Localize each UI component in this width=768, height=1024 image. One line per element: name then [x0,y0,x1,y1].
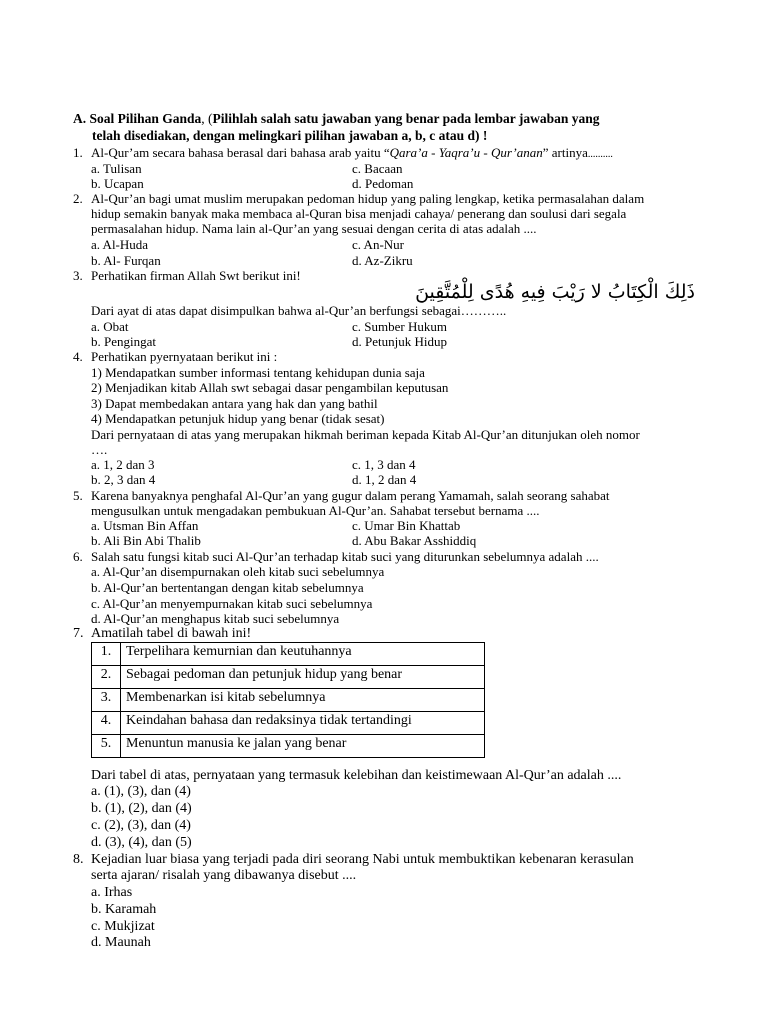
table-cell-text: Keindahan bahasa dan redaksinya tidak tertandingi [121,712,485,735]
q1-text [91,145,613,162]
q2-option-d[interactable]: d. Az-Zikru [352,253,413,268]
table-cell-number: 1. [92,643,121,666]
q2-line-1: Al-Qur’an bagi umat muslim merupakan pedoman hidup yang paling lengkap, ketika permasalahan dalam [91,191,645,206]
q7-option-d[interactable]: d. (3), (4), dan (5) [91,835,192,850]
q3-option-d[interactable]: d. Petunjuk Hidup [352,334,447,349]
q6-option-d[interactable]: d. Al-Qur’an menghapus kitab suci sebelumnya [91,611,340,626]
q3-option-a[interactable]: a. Obat [91,319,129,334]
q4-number: 4. [73,349,83,364]
q2-option-a[interactable]: a. Al-Huda [91,237,149,252]
q1-number: 1. [73,145,83,160]
q7-option-b[interactable]: b. (1), (2), dan (4) [91,801,192,816]
q6-option-b[interactable]: b. Al-Qur’an bertentangan dengan kitab sebelumnya [91,580,364,595]
q4-question-2: …. [91,442,108,457]
q7-option-a[interactable]: a. (1), (3), dan (4) [91,784,191,799]
table-row [92,643,485,666]
q2-option-b[interactable]: b. Al- Furqan [91,253,161,268]
table-cell-number: 3. [92,689,121,712]
q4-statement-4: 4) Mendapatkan petunjuk hidup yang benar (tidak sesat) [91,411,385,426]
q2-line-3: permasalahan hidup. Nama lain al-Qur’an yang sesuai dengan cerita di atas adalah .... [91,221,537,236]
table-row [92,689,485,712]
section-label: A. [73,111,87,126]
q6-option-c[interactable]: c. Al-Qur’an menyempurnakan kitab suci sebelumnya [91,596,373,611]
q2-line-2: hidup semakin banyak maka membaca al-Quran bisa menjadi cahaya/ penerang dan soulusi dari segala [91,206,627,221]
section-instruction-1: Pilihlah salah satu jawaban yang benar pada lembar jawaban yang [212,111,600,126]
table-row [92,735,485,758]
section-title: Soal Pilihan Ganda [89,111,202,126]
q5-number: 5. [73,488,83,503]
table-cell-text: Membenarkan isi kitab sebelumnya [121,689,485,712]
q4-statement-2: 2) Menjadikan kitab Allah swt sebagai dasar pengambilan keputusan [91,380,449,395]
section-heading [73,111,600,127]
q3-text: Perhatikan firman Allah Swt berikut ini! [91,268,301,283]
section-separator: , ( [201,111,213,126]
q5-line-2: mengusulkan untuk mengadakan pembukuan Al-Qur’an. Sahabat tersebut bernama .... [91,503,540,518]
table-cell-text: Menuntun manusia ke jalan yang benar [121,735,485,758]
q4-question-1: Dari pernyataan di atas yang merupakan hikmah beriman kepada Kitab Al-Qur’an ditunjukan oleh nomor [91,427,640,442]
table-row [92,712,485,735]
q3-arabic-verse: ذَلِكَ الْكِتَابُ لا رَيْبَ فِيهِ هُدًى لِلْمُتَّقِينَ [415,281,695,303]
q5-line-1: Karena banyaknya penghafal Al-Qur’an yang gugur dalam perang Yamamah, salah seorang sahabat [91,488,610,503]
q1-option-b[interactable]: b. Ucapan [91,176,144,191]
q5-option-a[interactable]: a. Utsman Bin Affan [91,518,199,533]
table-cell-text: Terpelihara kemurnian dan keutuhannya [121,643,485,666]
q7-table [91,642,485,758]
q8-option-c[interactable]: c. Mukjizat [91,919,155,934]
q4-option-d[interactable]: d. 1, 2 dan 4 [352,472,417,487]
table-row [92,666,485,689]
q6-text: Salah satu fungsi kitab suci Al-Qur’an terhadap kitab suci yang diturunkan sebelumnya adalah .... [91,549,599,564]
q6-number: 6. [73,549,83,564]
q1-option-c[interactable]: c. Bacaan [352,161,403,176]
q7-question: Dari tabel di atas, pernyataan yang termasuk kelebihan dan keistimewaan Al-Qur’an adalah .... [91,768,622,783]
q1-option-d[interactable]: d. Pedoman [352,176,414,191]
q8-line-2: serta ajaran/ risalah yang dibawanya disebut .... [91,868,357,883]
q1-dots: .......... [587,149,613,160]
q4-statement-1: 1) Mendapatkan sumber informasi tentang kehidupan dunia saja [91,365,425,380]
q7-number: 7. [73,626,84,641]
q7-option-c[interactable]: c. (2), (3), dan (4) [91,818,191,833]
q5-option-c[interactable]: c. Umar Bin Khattab [352,518,461,533]
q4-option-c[interactable]: c. 1, 3 dan 4 [352,457,416,472]
table-cell-text: Sebagai pedoman dan petunjuk hidup yang benar [121,666,485,689]
section-instruction-2: telah disediakan, dengan melingkari pilihan jawaban a, b, c atau d) ! [92,128,488,143]
q2-option-c[interactable]: c. An-Nur [352,237,404,252]
q3-number: 3. [73,268,83,283]
table-cell-number: 2. [92,666,121,689]
q3-option-b[interactable]: b. Pengingat [91,334,156,349]
q8-option-a[interactable]: a. Irhas [91,885,133,900]
q1-text-italic: Qara’a - Yaqra’u - Qur’anan [389,145,543,160]
q8-option-b[interactable]: b. Karamah [91,902,157,917]
table-cell-number: 5. [92,735,121,758]
q7-text: Amatilah tabel di bawah ini! [91,626,252,641]
q8-line-1: Kejadian luar biasa yang terjadi pada diri seorang Nabi untuk membuktikan kebenaran kerasulan [91,852,634,867]
q1-option-a[interactable]: a. Tulisan [91,161,142,176]
q5-option-b[interactable]: b. Ali Bin Abi Thalib [91,533,201,548]
q4-option-b[interactable]: b. 2, 3 dan 4 [91,472,156,487]
q1-text-pre: Al-Qur’am secara bahasa berasal dari bahasa arab yaitu “ [91,145,390,160]
q4-option-a[interactable]: a. 1, 2 dan 3 [91,457,155,472]
q6-option-a[interactable]: a. Al-Qur’an disempurnakan oleh kitab suci sebelumnya [91,564,385,579]
q4-statement-3: 3) Dapat membedakan antara yang hak dan yang bathil [91,396,378,411]
table-cell-number: 4. [92,712,121,735]
q3-option-c[interactable]: c. Sumber Hukum [352,319,447,334]
q4-text: Perhatikan pyernyataan berikut ini : [91,349,278,364]
q1-text-post: ” artinya [542,145,588,160]
q8-option-d[interactable]: d. Maunah [91,935,151,950]
q5-option-d[interactable]: d. Abu Bakar Asshiddiq [352,533,477,548]
q2-number: 2. [73,191,83,206]
q3-question: Dari ayat di atas dapat disimpulkan bahwa al-Qur’an berfungsi sebagai……….. [91,303,507,318]
q8-number: 8. [73,852,84,867]
